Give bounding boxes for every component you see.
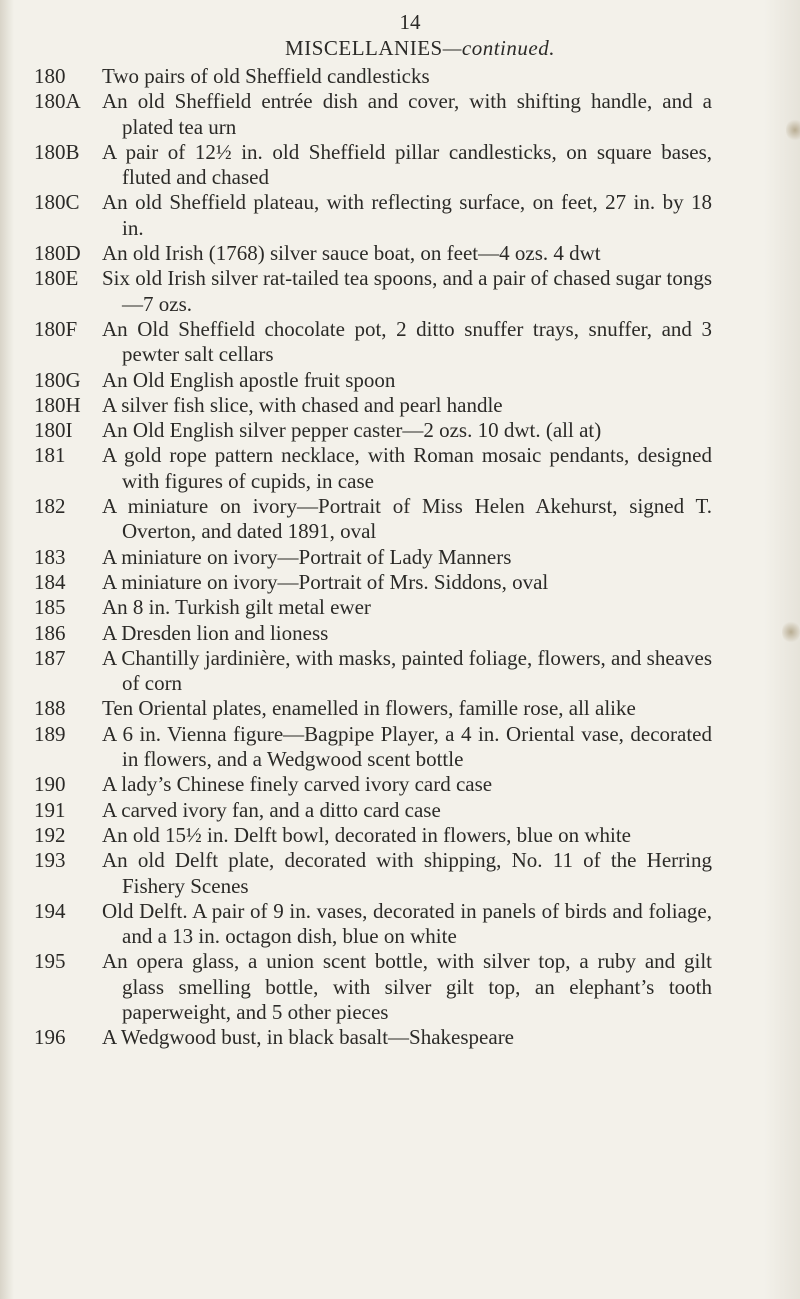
lot-number: 184 xyxy=(34,569,66,594)
lot-number: 185 xyxy=(34,595,66,620)
lot-number: 181 xyxy=(34,443,66,468)
lot-number: 180 xyxy=(34,64,66,88)
lot-number: 190 xyxy=(34,772,66,797)
lot-number: 194 xyxy=(34,898,66,923)
page-number: 14 xyxy=(399,10,421,34)
lot-number: 186 xyxy=(34,620,66,645)
lot-entry xyxy=(0,621,800,646)
lot-number: 180C xyxy=(34,190,80,215)
lot-number: 182 xyxy=(34,494,66,519)
lot-number: 191 xyxy=(34,797,66,822)
lot-entry xyxy=(0,823,800,848)
lot-description: A miniature on ivory—Portrait of Mrs. Siddons, oval xyxy=(102,569,549,594)
lot-description: Six old Irish silver rat-tailed tea spoons, and a pair of chased sugar tongs—7 ozs. xyxy=(102,266,713,316)
lot-number: 180D xyxy=(34,241,81,266)
lot-entry xyxy=(0,418,800,443)
lot-description: Old Delft. A pair of 9 in. vases, decorated in panels of birds and foliage, and a 13 in. octagon dish, blue on white xyxy=(102,898,712,949)
lot-entry xyxy=(0,140,800,191)
lot-number: 192 xyxy=(34,822,66,847)
lot-description: An old Sheffield plateau, with reflecting surface, on feet, 27 in. by 18 in. xyxy=(102,190,712,240)
lot-number: 195 xyxy=(34,949,66,974)
lot-description: A silver fish slice, with chased and pearl handle xyxy=(102,392,503,417)
lot-number: 183 xyxy=(34,544,66,569)
lot-description: A Chantilly jardinière, with masks, painted foliage, flowers, and sheaves of corn xyxy=(102,645,712,696)
lot-entry xyxy=(0,89,800,140)
lot-number: 188 xyxy=(34,696,66,721)
lot-entry xyxy=(0,190,800,241)
lot-number: 180I xyxy=(34,418,73,443)
lot-description: An old Delft plate, decorated with shipping, No. 11 of the Herring Fishery Scenes xyxy=(102,848,712,898)
lot-number: 180H xyxy=(34,392,81,417)
lot-entry xyxy=(0,696,800,721)
lot-entry xyxy=(0,266,800,317)
lot-description: An 8 in. Turkish gilt metal ewer xyxy=(102,595,371,620)
lot-entry xyxy=(0,443,800,494)
lot-entry xyxy=(0,949,800,1025)
lot-number: 180F xyxy=(34,316,78,341)
lot-number: 180B xyxy=(34,139,80,164)
lot-entry xyxy=(0,848,800,899)
lot-entry xyxy=(0,241,800,266)
lot-description: An old Irish (1768) silver sauce boat, on feet—4 ozs. 4 dwt xyxy=(102,241,601,266)
lot-number: 180G xyxy=(34,367,81,392)
lot-description: A carved ivory fan, and a ditto card case xyxy=(102,797,441,822)
lot-description: A miniature on ivory—Portrait of Miss Helen Akehurst, signed T. Overton, and dated 1891, oval xyxy=(102,494,712,544)
lot-entry xyxy=(0,646,800,697)
lot-entry xyxy=(0,595,800,620)
lot-entry xyxy=(0,494,800,545)
lot-description: A Dresden lion and lioness xyxy=(102,620,329,645)
heading-suffix: —continued. xyxy=(442,36,555,60)
lot-entry xyxy=(0,1025,800,1050)
lot-description: A miniature on ivory—Portrait of Lady Manners xyxy=(102,544,512,569)
lot-description: Two pairs of old Sheffield candlesticks xyxy=(102,64,430,88)
lot-entry xyxy=(0,64,800,89)
lot-number: 180E xyxy=(34,266,79,291)
lot-description: A 6 in. Vienna figure—Bagpipe Player, a 4 in. Oriental vase, decorated in flowers, and a Wedgwood scent bottle xyxy=(102,721,712,772)
lot-entry xyxy=(0,368,800,393)
heading-main: MISCELLANIES xyxy=(285,36,443,60)
lot-number: 193 xyxy=(34,848,66,873)
lot-entry xyxy=(0,772,800,797)
lot-description: A pair of 12½ in. old Sheffield pillar candlesticks, on square bases, fluted and chased xyxy=(102,139,712,190)
lot-description: Ten Oriental plates, enamelled in flowers, famille rose, all alike xyxy=(102,696,636,721)
lot-entry xyxy=(0,570,800,595)
lot-entry xyxy=(0,317,800,368)
lot-number: 180A xyxy=(34,89,81,114)
lot-description: An opera glass, a union scent bottle, with silver top, a ruby and gilt glass smelling bottle, with silver gilt top, an elephant’s tooth paperweight, and 5 other pieces xyxy=(102,949,712,1024)
lot-description: An old Sheffield entrée dish and cover, with shifting handle, and a plated tea urn xyxy=(102,89,712,139)
lot-entry xyxy=(0,545,800,570)
lot-description: A gold rope pattern necklace, with Roman mosaic pendants, designed with figures of cupids, in case xyxy=(102,443,712,493)
lot-entry xyxy=(0,722,800,773)
lot-description: An Old English apostle fruit spoon xyxy=(102,367,396,392)
lot-description: An Old Sheffield chocolate pot, 2 ditto snuffer trays, snuffer, and 3 pewter salt cellars xyxy=(102,316,712,367)
lot-description: A Wedgwood bust, in black basalt—Shakespeare xyxy=(102,1025,515,1050)
lot-description: An Old English silver pepper caster—2 ozs. 10 dwt. (all at) xyxy=(102,418,602,443)
lot-description: A lady’s Chinese finely carved ivory card case xyxy=(102,772,493,797)
lot-entry xyxy=(0,393,800,418)
section-heading xyxy=(0,36,800,61)
lot-entry xyxy=(0,899,800,950)
lot-number: 187 xyxy=(34,645,66,670)
lot-entry xyxy=(0,798,800,823)
lot-description: An old 15½ in. Delft bowl, decorated in flowers, blue on white xyxy=(102,822,631,847)
lot-number: 196 xyxy=(34,1025,66,1050)
lot-list xyxy=(0,64,800,1051)
lot-number: 189 xyxy=(34,721,66,746)
